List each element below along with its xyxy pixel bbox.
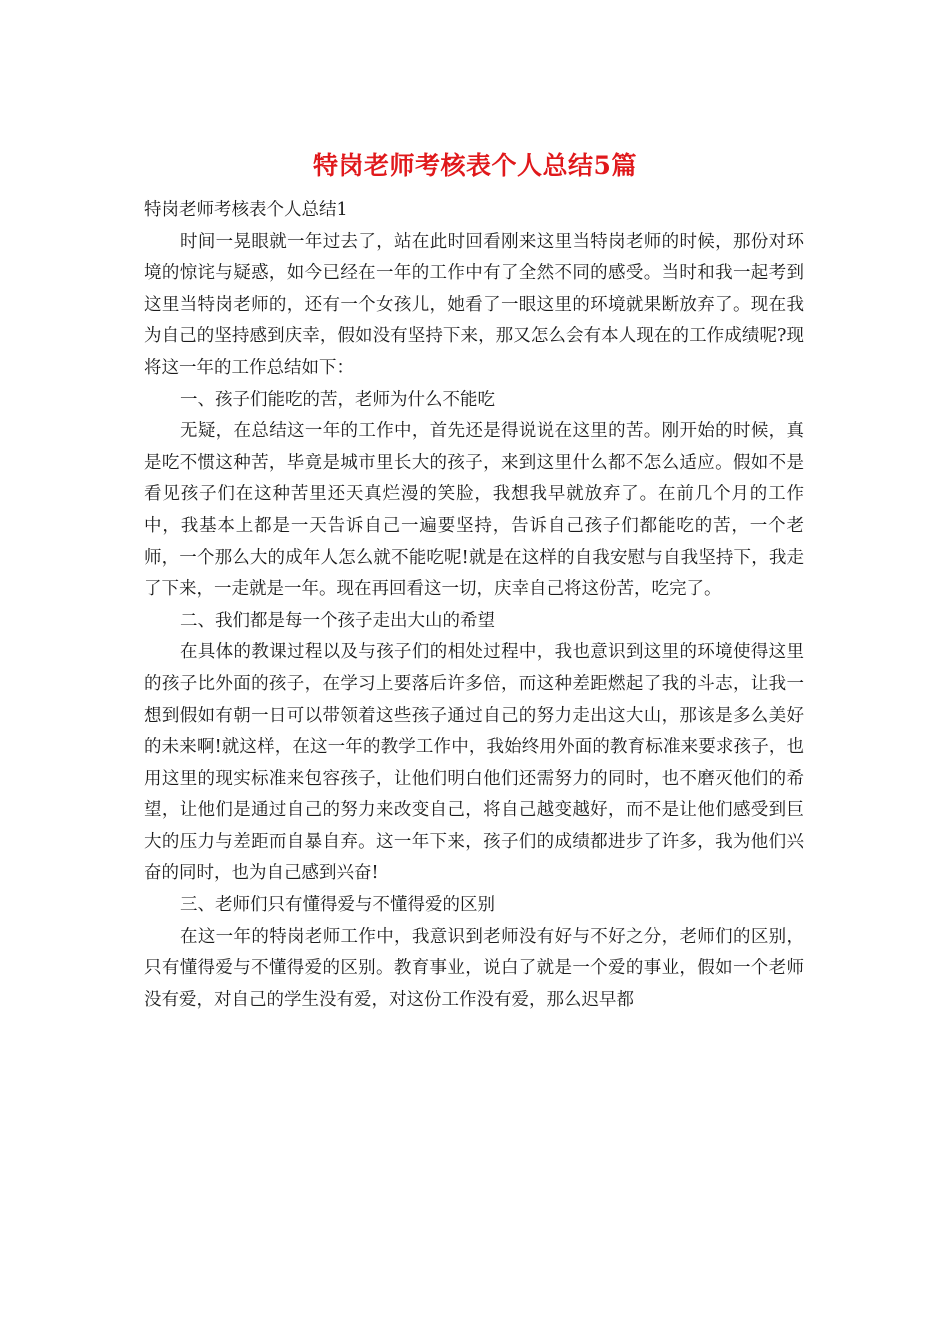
section-heading-2: 二、我们都是每一个孩子走出大山的希望: [180, 610, 495, 631]
section-subtitle: 特岗老师考核表个人总结1: [144, 200, 348, 220]
section-heading-3: 三、老师们只有懂得爱与不懂得爱的区别: [180, 895, 495, 916]
section-heading-1: 一、孩子们能吃的苦，老师为什么不能吃: [180, 389, 495, 410]
document-body: [144, 195, 804, 1016]
paragraph-intro: 时间一晃眼就一年过去了，站在此时回看刚来这里当特岗老师的时候，那份对环境的惊诧与疑惑，如今已经在一年的工作中有了全然不同的感受。当时和我一起考到这里当特岗老师的，还有一个女孩儿，她看了一眼这里的环境就果断放弃了。现在我为自己的坚持感到庆幸，假如没有坚持下来，那又怎么会有本人现在的工作成绩呢?现将这一年的工作总结如下：: [144, 231, 804, 378]
paragraph-1: 无疑，在总结这一年的工作中，首先还是得说说在这里的苦。刚开始的时候，真是吃不惯这种苦，毕竟是城市里长大的孩子，来到这里什么都不怎么适应。假如不是看见孩子们在这种苦里还天真烂漫的笑脸，我想我早就放弃了。在前几个月的工作中，我基本上都是一天告诉自己一遍要坚持，告诉自己孩子们都能吃的苦，一个老师，一个那么大的成年人怎么就不能吃呢!就是在这样的自我安慰与自我坚持下，我走了下来，一走就是一年。现在再回看这一切，庆幸自己将这份苦，吃完了。: [144, 421, 804, 600]
paragraph-2: 在具体的教课过程以及与孩子们的相处过程中，我也意识到这里的环境使得这里的孩子比外面的孩子，在学习上要落后许多倍，而这种差距燃起了我的斗志，让我一想到假如有朝一日可以带领着这些孩子通过自己的努力走出这大山，那该是多么美好的未来啊!就这样，在这一年的教学工作中，我始终用外面的教育标准来要求孩子，也用这里的现实标准来包容孩子，让他们明白他们还需努力的同时，也不磨灭他们的希望，让他们是通过自己的努力来改变自己，将自己越变越好，而不是让他们感受到巨大的压力与差距而自暴自弃。这一年下来，孩子们的成绩都进步了许多，我为他们兴奋的同时，也为自己感到兴奋!: [144, 642, 804, 884]
document-title: 特岗老师考核表个人总结5篇: [313, 151, 637, 180]
paragraph-3: 在这一年的特岗老师工作中，我意识到老师没有好与不好之分，老师们的区别，只有懂得爱与不懂得爱的区别。教育事业，说白了就是一个爱的事业，假如一个老师没有爱，对自己的学生没有爱，对这份工作没有爱，那么迟早都: [144, 926, 804, 1010]
